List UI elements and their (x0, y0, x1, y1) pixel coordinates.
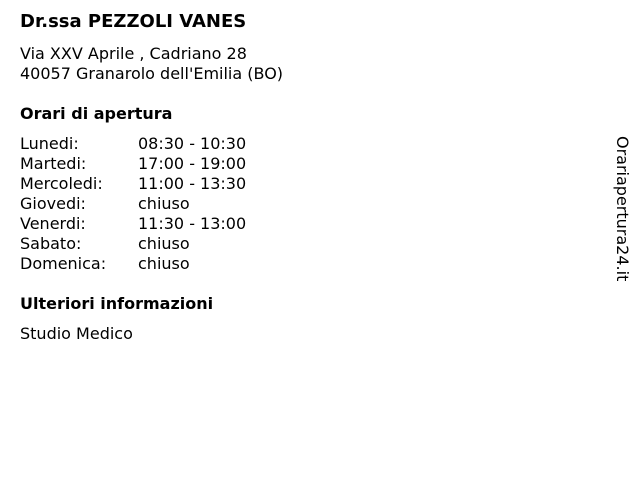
address-line-street: Via XXV Aprile , Cadriano 28 (20, 44, 247, 63)
day-label: Martedi: (20, 154, 87, 173)
hours-value: 17:00 - 19:00 (138, 154, 247, 173)
hours-value: chiuso (138, 254, 190, 273)
day-label: Giovedi: (20, 194, 86, 213)
business-category: Studio Medico (20, 324, 133, 343)
more-info-heading: Ulteriori informazioni (20, 294, 214, 313)
day-label: Venerdi: (20, 214, 86, 233)
business-name: Dr.ssa PEZZOLI VANES (20, 11, 247, 32)
day-label: Mercoledi: (20, 174, 103, 193)
site-watermark: Orariapertura24.it (613, 136, 632, 282)
day-label: Lunedi: (20, 134, 79, 153)
opening-hours-heading: Orari di apertura (20, 104, 173, 123)
hours-value: chiuso (138, 234, 190, 253)
address-line-city: 40057 Granarolo dell'Emilia (BO) (20, 64, 284, 83)
business-address (20, 44, 283, 84)
day-label: Domenica: (20, 254, 107, 273)
hours-value: 11:00 - 13:30 (138, 174, 247, 193)
hours-value: 08:30 - 10:30 (138, 134, 247, 153)
hours-value: 11:30 - 13:00 (138, 214, 247, 233)
day-label: Sabato: (20, 234, 82, 253)
hours-value: chiuso (138, 194, 190, 213)
